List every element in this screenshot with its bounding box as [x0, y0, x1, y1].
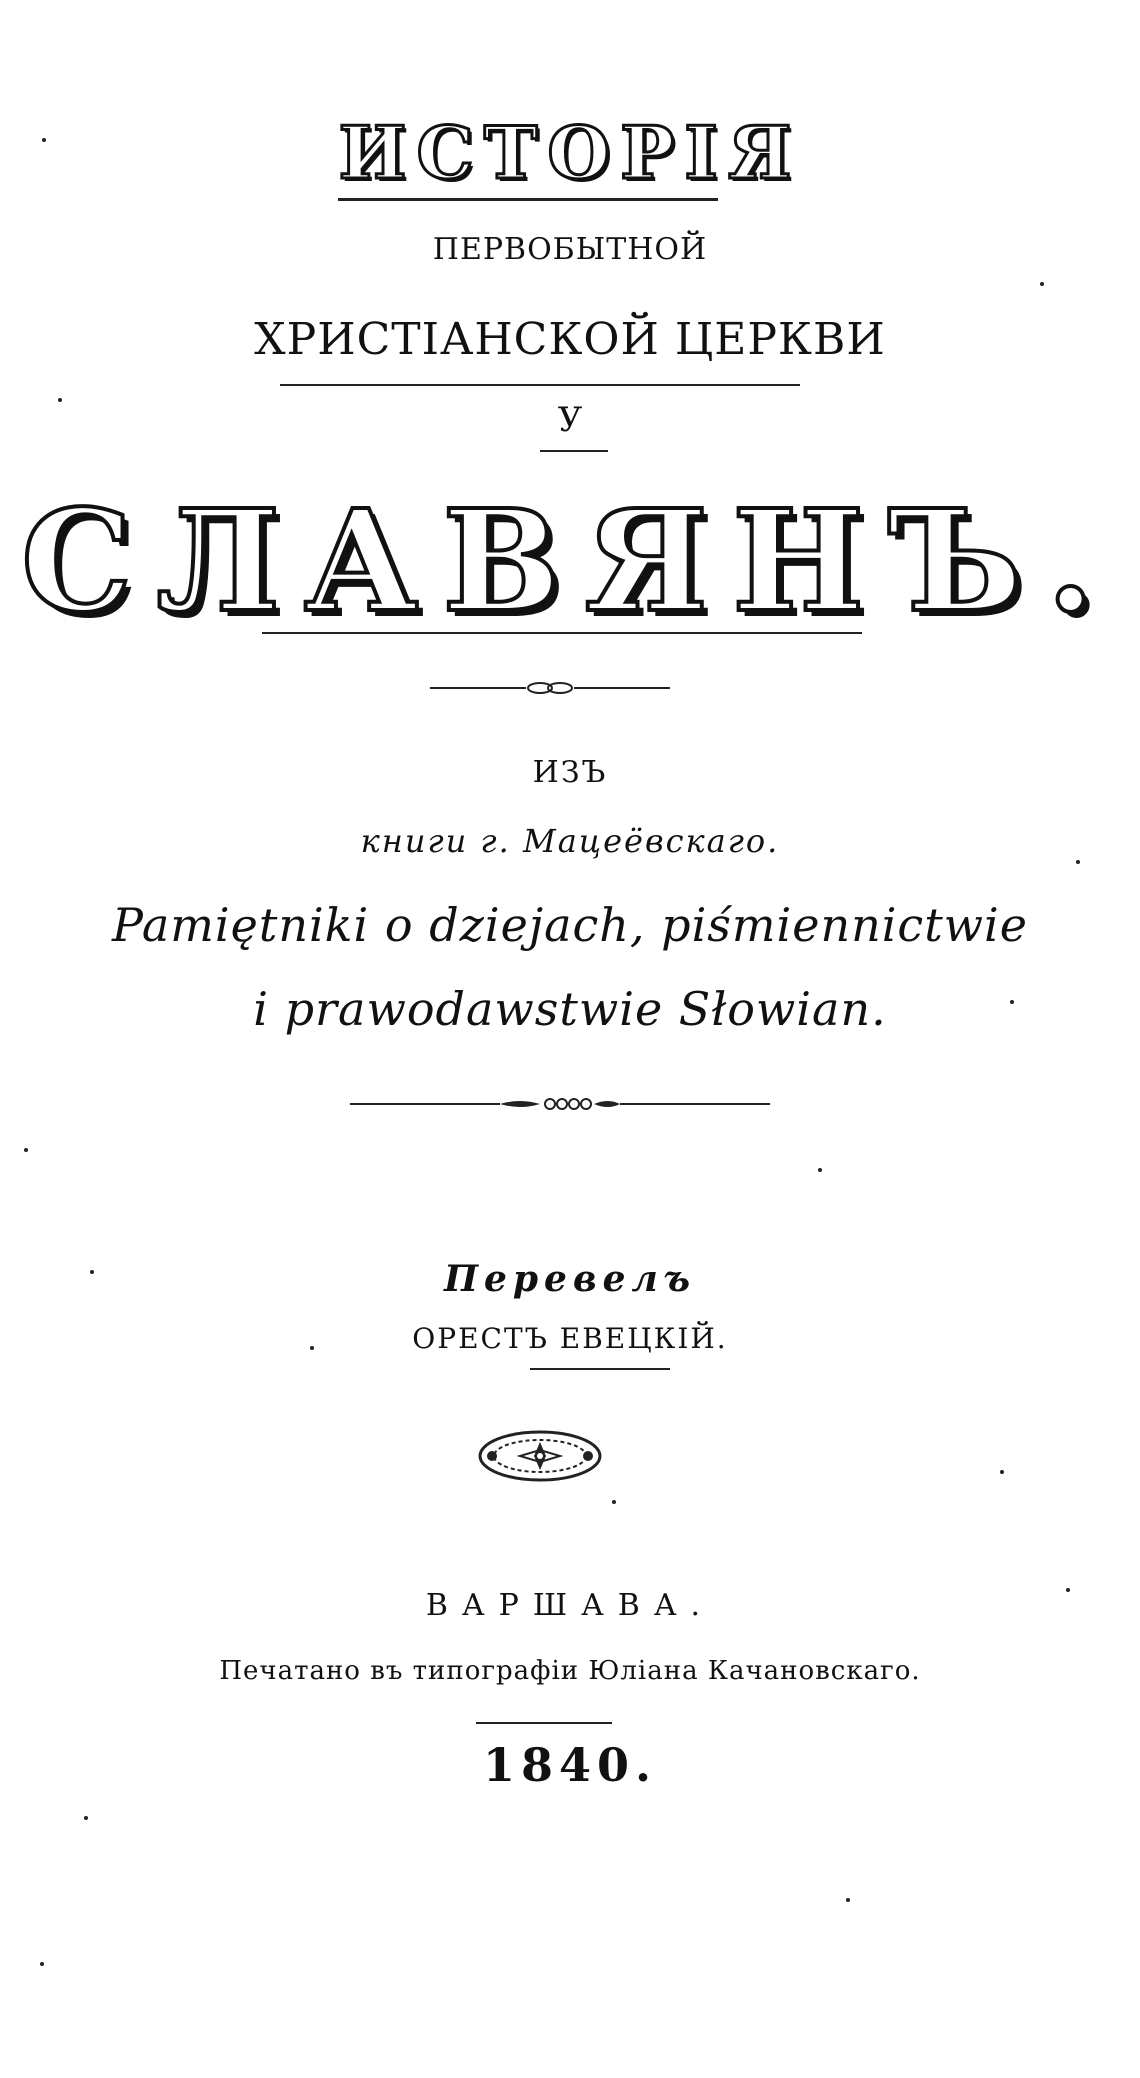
- preposition-underline: [540, 450, 608, 452]
- year: 1840.: [482, 1738, 658, 1792]
- speck: [58, 398, 62, 402]
- speck: [84, 1816, 88, 1820]
- source-book: книги г. Мацеёвскаго.: [360, 822, 780, 860]
- divider-ornament-small: [430, 676, 670, 700]
- speck: [612, 1500, 616, 1504]
- speck: [818, 1168, 822, 1172]
- translated-by: Перевелъ: [443, 1258, 697, 1300]
- speck: [1066, 1588, 1070, 1592]
- source-label: ИЗЪ: [532, 755, 608, 790]
- speck: [1000, 1470, 1004, 1474]
- speck: [1076, 860, 1080, 864]
- polish-title-line-1: Pamiętniki o dziejach, piśmiennictwie: [112, 898, 1028, 952]
- preposition: У: [557, 400, 583, 440]
- speck: [846, 1898, 850, 1902]
- polish-title-line-2: i prawodawstwie Słowian.: [253, 982, 887, 1036]
- big-title-underline: [262, 632, 862, 634]
- translator-underline: [530, 1368, 670, 1370]
- big-title: СЛАВЯНЪ.: [21, 480, 1119, 644]
- translator-name: ОРЕСТЪ ЕВЕЦКІЙ.: [412, 1322, 728, 1355]
- title-underline: [338, 198, 718, 201]
- subtitle-line-2: ХРИСТІАНСКОЙ ЦЕРКВИ: [254, 314, 886, 365]
- city: ВАРШАВА.: [425, 1588, 715, 1623]
- speck: [24, 1148, 28, 1152]
- main-title: ИСТОРІЯ: [338, 110, 802, 195]
- speck: [42, 138, 46, 142]
- speck: [40, 1962, 44, 1966]
- year-rule: [476, 1722, 612, 1724]
- subtitle-underline: [280, 384, 800, 386]
- speck: [90, 1270, 94, 1274]
- printer-line: Печатано въ типографіи Юліана Качановскаго.: [219, 1656, 921, 1686]
- speck: [1040, 282, 1044, 286]
- speck: [310, 1346, 314, 1350]
- speck: [1010, 1000, 1014, 1004]
- rosette-ornament: [476, 1428, 604, 1484]
- subtitle-line-1: ПЕРВОБЫТНОЙ: [432, 232, 708, 267]
- divider-ornament-medium: [350, 1092, 770, 1116]
